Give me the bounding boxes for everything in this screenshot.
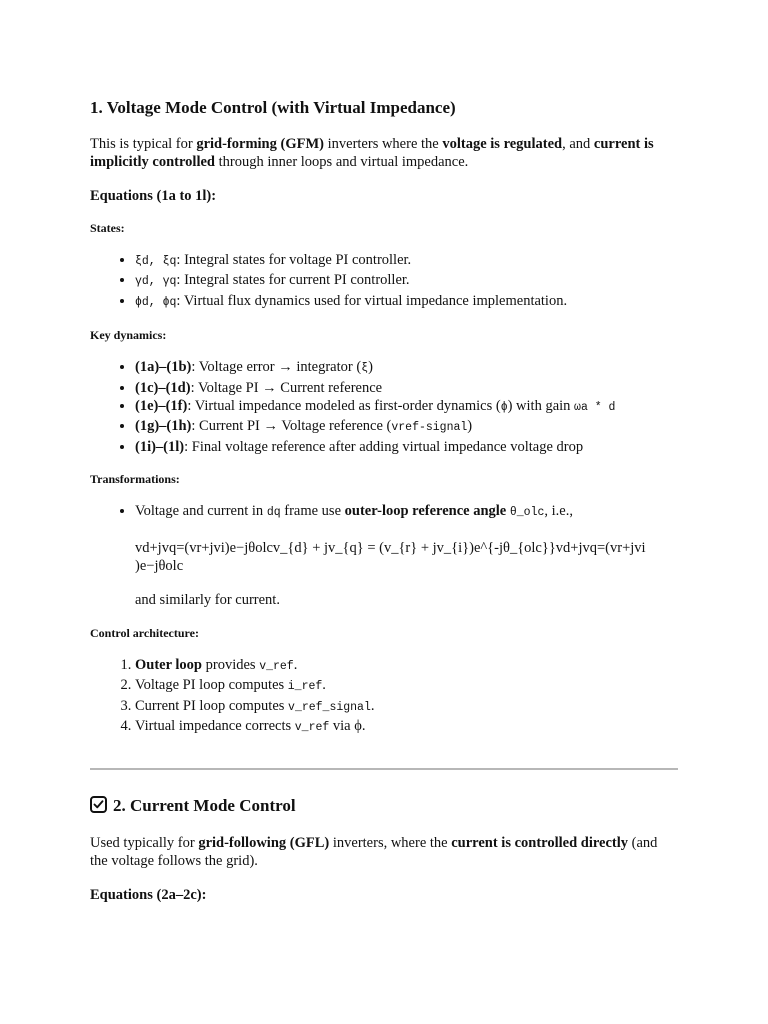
section2-equations-label: Equations (2a–2c):	[90, 886, 207, 903]
arch-code: i_ref	[287, 680, 323, 694]
checkbox-checked-icon	[90, 796, 107, 813]
state-text: : Integral states for current PI controller.	[176, 272, 410, 289]
dynamics-eq-ref: (1c)–(1d)	[135, 379, 191, 396]
intro-text-2: inverters where the	[323, 136, 443, 152]
transformations-label: Transformations:	[90, 472, 180, 487]
state-code: γd, γq	[135, 275, 177, 289]
state-text: : Integral states for voltage PI controller.	[176, 252, 412, 268]
dynamics-text: : Final voltage reference after adding virtual impedance voltage drop	[184, 438, 584, 455]
arch-code: v_ref_signal	[288, 700, 371, 714]
states-label: States:	[90, 221, 125, 235]
list-item	[135, 397, 678, 417]
list-item	[135, 271, 678, 291]
equation-line: vd+jvq=(vr+jvi)e−jθolcv_{d} + jv_{q} = (v_{r} + jv_{i})e^{-jθ_{olc}}vd+jvq=(vr+jvi	[135, 539, 646, 556]
dynamics-text: )	[368, 359, 373, 376]
intro-text-1: This is typical for	[90, 136, 197, 152]
intro-text-1: Used typically for	[90, 834, 199, 851]
arch-text: Virtual impedance corrects	[135, 718, 295, 735]
transform-bold: outer-loop reference angle	[344, 503, 507, 520]
arch-text: provides	[202, 656, 260, 673]
section1-title: 1. Voltage Mode Control (with Virtual Impedance)	[90, 98, 456, 117]
arch-text: .	[370, 697, 375, 714]
state-text: : Virtual flux dynamics used for virtual impedance implementation.	[176, 292, 568, 309]
dynamics-text: : Voltage error → integrator (	[191, 359, 362, 376]
dynamics-text: ) with gain	[507, 398, 575, 415]
arch-text: Current PI loop computes	[135, 697, 289, 714]
dynamics-list	[90, 358, 678, 456]
equation-block	[135, 539, 678, 576]
equation-line: )e−jθolc	[135, 558, 184, 575]
dynamics-eq-ref: (1i)–(1l)	[135, 438, 185, 455]
dynamics-eq-ref: (1a)–(1b)	[135, 359, 192, 376]
transform-code: dq	[266, 506, 281, 520]
list-item	[135, 697, 678, 717]
equations-label: Equations (1a to 1l):	[90, 188, 217, 204]
arch-code: v_ref	[259, 659, 294, 673]
list-item	[135, 438, 678, 456]
section2-title	[90, 794, 678, 818]
list-item	[135, 502, 678, 610]
section2-title-text: 2. Current Mode Control	[113, 795, 296, 815]
arch-text: via ϕ.	[329, 718, 366, 735]
dynamics-eq-ref: (1e)–(1f)	[135, 398, 188, 415]
state-code: ξd, ξq	[135, 255, 177, 268]
dynamics-code: ϕ	[500, 401, 508, 415]
states-list	[90, 251, 678, 312]
intro-bold-3: current is implicitly controlled	[90, 136, 654, 170]
state-code: ϕd, ϕq	[135, 295, 177, 309]
transform-text: frame use	[280, 503, 345, 520]
intro-bold-2: current is controlled directly	[451, 834, 629, 851]
key-dynamics-label: Key dynamics:	[90, 328, 167, 343]
list-item	[135, 676, 678, 696]
list-item	[135, 379, 678, 397]
list-item	[135, 656, 678, 676]
dynamics-code: ξ	[361, 362, 369, 376]
dynamics-text: : Voltage PI → Current reference	[190, 379, 383, 396]
dynamics-code: ωa * d	[574, 401, 616, 415]
control-architecture-label: Control architecture:	[90, 625, 199, 640]
section2-intro	[90, 834, 678, 870]
list-item	[135, 417, 678, 437]
arch-text: .	[322, 677, 326, 694]
transform-code: θ_olc	[509, 506, 545, 520]
intro-text-4: through inner loops and virtual impedance.	[215, 154, 469, 170]
transformations-list	[90, 502, 678, 610]
dynamics-text: : Virtual impedance modeled as first-order dynamics (	[187, 398, 501, 415]
dynamics-text: : Current PI → Voltage reference (	[191, 418, 392, 435]
intro-bold-1: grid-following (GFL)	[198, 834, 330, 851]
list-item	[135, 292, 678, 312]
transform-text: Voltage and current in	[135, 503, 267, 520]
dynamics-eq-ref: (1g)–(1h)	[135, 418, 192, 435]
similarly-text: and similarly for current.	[135, 592, 280, 609]
dynamics-code: vref-signal	[391, 421, 468, 435]
list-item	[135, 717, 678, 737]
arch-code: v_ref	[294, 721, 330, 735]
intro-bold-1: grid-forming (GFM)	[196, 136, 324, 152]
intro-bold-2: voltage is regulated	[442, 136, 563, 152]
arch-bold: Outer loop	[135, 656, 202, 673]
arch-text: .	[293, 656, 298, 673]
intro-text-2: inverters, where the	[329, 834, 452, 851]
list-item	[135, 358, 678, 378]
dynamics-text: )	[467, 418, 473, 435]
list-item	[135, 251, 678, 271]
transform-text: , i.e.,	[544, 503, 573, 520]
arch-text: Voltage PI loop computes	[135, 677, 288, 694]
intro-text-3: , and	[562, 136, 594, 152]
control-architecture-list	[90, 656, 678, 738]
section1-intro	[90, 135, 678, 171]
intro-text-3: (and the voltage follows the grid).	[90, 834, 658, 869]
